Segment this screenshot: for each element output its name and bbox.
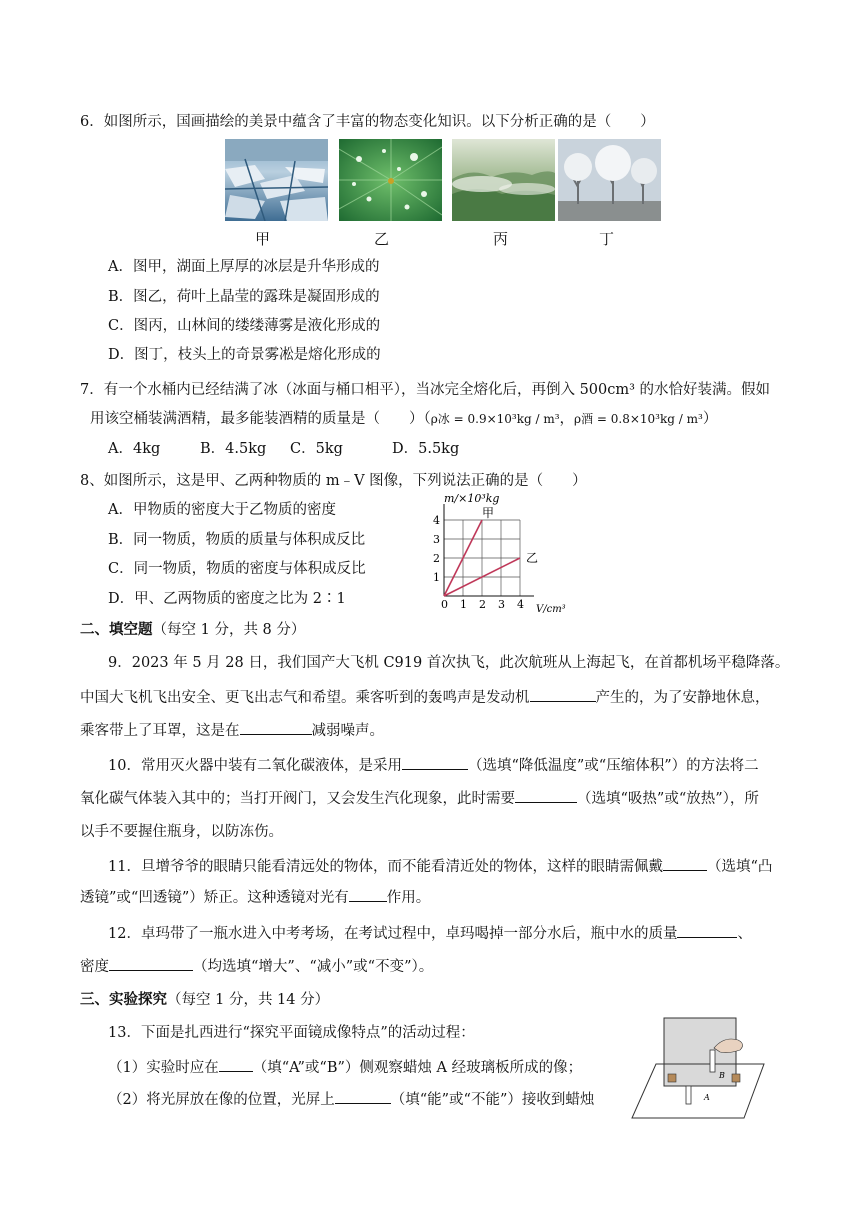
graph-x-label: V/cm³ bbox=[536, 604, 566, 615]
q7-option-d: D．5.5kg bbox=[392, 441, 460, 457]
q13-stem: 13．下面是扎西进行“探究平面镜成像特点”的活动过程： bbox=[108, 1025, 475, 1041]
q6-stem: 6．如图所示，国画描绘的美景中蕴含了丰富的物态变化知识。以下分析正确的是（ ） bbox=[80, 114, 655, 130]
q6-option-b: B．图乙，荷叶上晶莹的露珠是凝固形成的 bbox=[108, 289, 380, 305]
q10-line1-a: 10．常用灭火器中装有二氧化碳液体，是采用 bbox=[108, 758, 402, 774]
x-tick-label: 0 bbox=[441, 598, 448, 611]
q13-part2-b: （填“能”或“不能”）接收到蜡烛 bbox=[390, 1092, 595, 1108]
q12-line1-a: 12．卓玛带了一瓶水进入中考考场，在考试过程中，卓玛喝掉一部分水后，瓶中水的质量 bbox=[108, 926, 678, 942]
y-tick-label: 3 bbox=[433, 533, 440, 546]
q7-option-c: C．5kg bbox=[290, 441, 343, 457]
q8-stem: 8、如图所示，这是甲、乙两种物质的 m﹣V 图像，下列说法正确的是（ ） bbox=[80, 473, 587, 489]
q13-part1-a: （1）实验时应在 bbox=[108, 1060, 219, 1076]
caption-yi: 乙 bbox=[374, 230, 390, 248]
stand-left bbox=[668, 1074, 676, 1082]
q11-blank-1[interactable] bbox=[663, 856, 707, 871]
x-tick-label: 2 bbox=[479, 598, 486, 611]
section3-note: （每空 1 分，共 14 分） bbox=[167, 992, 330, 1008]
section2-note: （每空 1 分，共 8 分） bbox=[152, 622, 306, 638]
q8-option-d: D．甲、乙两物质的密度之比为 2∶1 bbox=[108, 591, 346, 607]
q7-line2-text: 用该空桶装满酒精，最多能装酒精的质量是（ ）（ bbox=[90, 411, 431, 427]
q10-line2 bbox=[80, 787, 759, 808]
graph-y-label: m/×10³kg bbox=[444, 492, 500, 505]
series-label-jia: 甲 bbox=[482, 506, 495, 520]
q10-line1-b: （选填“降低温度”或“压缩体积”）的方法将二 bbox=[467, 758, 759, 774]
q9-line3-a: 乘客带上了耳罩，这是在 bbox=[80, 723, 240, 739]
photo-lotus-dew bbox=[339, 139, 442, 221]
q10-line3: 以手不要握住瓶身，以防冻伤。 bbox=[80, 824, 283, 840]
x-tick-label: 3 bbox=[498, 598, 505, 611]
q7-line1: 7．有一个水桶内已经结满了冰（冰面与桶口相平），当冰完全熔化后，再倒入 500cm³ 的水恰好装满。假如 bbox=[80, 382, 771, 398]
q12-line1-b: 、 bbox=[737, 926, 752, 942]
section2-title: 二、填空题 bbox=[80, 622, 153, 638]
q9-line3-b: 减弱噪声。 bbox=[311, 723, 384, 739]
section2-heading bbox=[80, 618, 305, 639]
q11-line2-b: 作用。 bbox=[386, 890, 431, 906]
photo-rime-trees bbox=[558, 139, 661, 221]
q11-blank-2[interactable] bbox=[349, 887, 387, 902]
q13-part2-a: （2）将光屏放在像的位置，光屏上 bbox=[108, 1092, 335, 1108]
section3-heading bbox=[80, 988, 329, 1009]
q7-line2 bbox=[90, 407, 717, 428]
q9-line1: 9．2023 年 5 月 28 日，我们国产大飞机 C919 首次执飞，此次航班从上海起飞，在首都机场平稳降落。 bbox=[108, 655, 790, 671]
q12-blank-1[interactable] bbox=[677, 923, 737, 938]
plane-mirror-figure bbox=[628, 1012, 778, 1122]
q9-line3 bbox=[80, 719, 384, 740]
q12-line2 bbox=[80, 955, 433, 976]
candle-a bbox=[686, 1086, 691, 1104]
q6-option-d: D．图丁，枝头上的奇景雾凇是熔化形成的 bbox=[108, 347, 381, 363]
q8-option-c: C．同一物质，物质的密度与体积成反比 bbox=[108, 561, 366, 577]
caption-bing: 丙 bbox=[493, 230, 509, 248]
q11-line1-a: 11．旦增爷爷的眼睛只能看清远处的物体，而不能看清近处的物体，这样的眼睛需佩戴 bbox=[108, 859, 663, 875]
q10-line2-b: （选填“吸热”或“放热”），所 bbox=[577, 791, 759, 807]
q10-line1 bbox=[108, 754, 759, 775]
caption-ding: 丁 bbox=[599, 230, 615, 248]
caption-jia: 甲 bbox=[255, 230, 271, 248]
q7-option-a: A．4kg bbox=[108, 441, 161, 457]
y-tick-label: 4 bbox=[433, 514, 440, 527]
q12-line1 bbox=[108, 922, 752, 943]
stand-right bbox=[732, 1074, 740, 1082]
q7-rho-ice: ρ冰 = 0.9×10³kg / m³ bbox=[430, 412, 560, 426]
photo-ice-lake bbox=[225, 139, 328, 221]
series-label-yi: 乙 bbox=[526, 551, 539, 565]
y-tick-label: 2 bbox=[433, 552, 440, 565]
q11-line1-b: （选填“凸 bbox=[706, 859, 773, 875]
q11-line2 bbox=[80, 886, 430, 907]
photo-misty-forest bbox=[452, 139, 555, 221]
q7-sep: ， bbox=[559, 411, 575, 427]
q7-option-b: B．4.5kg bbox=[200, 441, 267, 457]
q12-line2-b: （均选填“增大”、“减小”或“不变”）。 bbox=[193, 959, 434, 975]
q8-option-a: A．甲物质的密度大于乙物质的密度 bbox=[108, 502, 336, 518]
q10-blank-2[interactable] bbox=[515, 788, 577, 803]
q11-line1 bbox=[108, 855, 772, 876]
q13-part2 bbox=[108, 1088, 594, 1109]
q12-blank-2[interactable] bbox=[109, 956, 193, 971]
q8-option-b: B．同一物质，物质的质量与体积成反比 bbox=[108, 532, 366, 548]
candle-b bbox=[710, 1050, 715, 1072]
q10-line2-a: 氧化碳气体装入其中的；当打开阀门，又会发生汽化现象，此时需要 bbox=[80, 791, 515, 807]
q7-end: ） bbox=[702, 411, 718, 427]
x-tick-label: 1 bbox=[460, 598, 467, 611]
q10-blank-1[interactable] bbox=[402, 755, 468, 770]
label-a: A bbox=[704, 1093, 710, 1102]
q9-line2-a: 中国大飞机飞出安全、更飞出志气和希望。乘客听到的轰鸣声是发动机 bbox=[80, 690, 530, 706]
x-tick-label: 4 bbox=[517, 598, 524, 611]
section3-title: 三、实验探究 bbox=[80, 992, 167, 1008]
q9-blank-2[interactable] bbox=[240, 720, 312, 735]
q12-line2-a: 密度 bbox=[80, 959, 109, 975]
q9-line2-b: 产生的，为了安静地休息， bbox=[595, 690, 770, 706]
q11-line2-a: 透镜”或“凹透镜”）矫正。这种透镜对光有 bbox=[80, 890, 349, 906]
q9-line2 bbox=[80, 686, 770, 707]
q9-blank-1[interactable] bbox=[530, 687, 596, 702]
q13-blank-2[interactable] bbox=[335, 1089, 391, 1104]
q6-option-a: A．图甲，湖面上厚厚的冰层是升华形成的 bbox=[108, 259, 380, 275]
y-tick-label: 1 bbox=[433, 571, 440, 584]
q13-part1-b: （填“A”或“B”）侧观察蜡烛 A 经玻璃板所成的像； bbox=[252, 1060, 583, 1076]
q13-blank-1[interactable] bbox=[219, 1057, 253, 1072]
label-b: B bbox=[719, 1071, 725, 1080]
q7-rho-alcohol: ρ酒 = 0.8×10³kg / m³ bbox=[574, 412, 703, 426]
q6-option-c: C．图丙，山林间的缕缕薄雾是液化形成的 bbox=[108, 318, 381, 334]
q13-part1 bbox=[108, 1056, 582, 1077]
m-v-graph bbox=[420, 488, 580, 618]
